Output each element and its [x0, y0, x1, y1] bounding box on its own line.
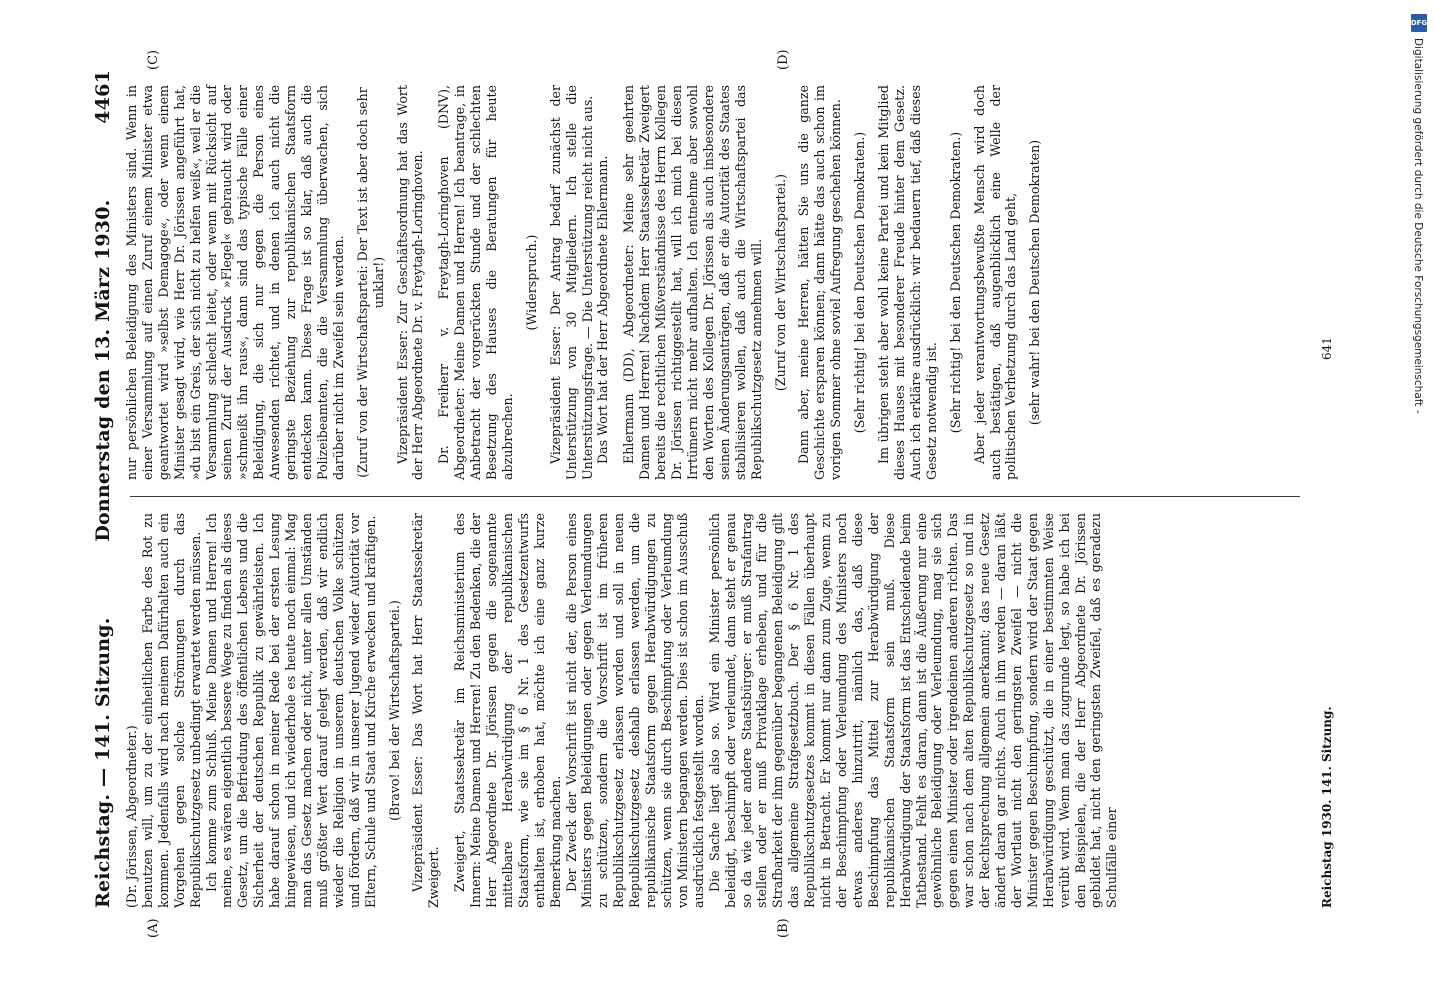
paragraph: Im übrigen steht aber wohl keine Partei und kein Mitglied dieses Hauses mit besonderer Freude hinter dem Gesetz. Auch ich erkläre ausdrücklich: wir bedauern tief, daß dieses Gesetz notwendig ist. — [876, 85, 939, 480]
paragraph: Dann aber, meine Herren, hätten Sie uns die ganze Geschichte ersparen können; dann hätte das auch schon im vorigen Sommer ohne soviel Aufregung geschehen können. — [796, 85, 844, 480]
paragraph: Vizepräsident Esser: Das Wort hat Herr Staatssekretär Zweigert. — [410, 513, 442, 908]
speaker-continuation: (Dr. Jörissen, Abgeordneter.) — [124, 725, 139, 908]
margin-mark-c: (C) — [146, 49, 161, 70]
paragraph: Dr. Freiherr v. Freytagh-Loringhoven (DNV), Abgeordneter: Meine Damen und Herren! Ich beantrage, in Anbetracht der vorgerückten Stunde und der schlechten Besetzung des Hauses die Beratungen für heute abzubrechen. — [436, 85, 515, 480]
interjection: (Zuruf von der Wirtschaftspartei.) — [772, 173, 788, 392]
header-session: Reichstag. — 141. Sitzung. — [92, 617, 114, 908]
paragraph: Vizepräsident Esser: Zur Geschäftsordnung hat das Wort der Herr Abgeordnete Dr. v. Freytagh-Loringhoven. — [394, 85, 426, 480]
page-header — [88, 70, 118, 908]
page-footer-left: Reichstag 1930. 141. Sitzung. — [1320, 706, 1334, 908]
interjection: (Zuruf von der Wirtschaftspartei: Der Text ist aber doch sehr unklar!) — [354, 87, 386, 478]
interjection: (sehr wahr! bei den Deutschen Demokraten) — [1027, 139, 1043, 426]
interjection: (Widerspruch.) — [523, 234, 539, 331]
left-column — [124, 513, 1306, 908]
credit-text: Digitalisierung gefördert durch die Deutsche Forschungsgemeinschaft - — [1412, 38, 1424, 414]
paragraph: Zweigert, Staatssekretär im Reichsministerium des Innern: Meine Damen und Herren! Zu den Bedenken, die der Herr Abgeordnete Dr. Jörissen gegen die sogenannte mittelbare Herabwürdigung der republikanischen Staatsform, wie sie im § 6 Nr. 1 des Gesetzentwurfs enthalten ist, erhoben hat, möchte ich eine ganz kurze Bemerkung machen. — [452, 513, 563, 908]
margin-mark-b: (B) — [776, 918, 791, 938]
margin-mark-a: (A) — [146, 918, 161, 938]
paragraph: Das Wort hat der Herr Abgeordnete Ehlermann. — [595, 155, 611, 464]
paragraph: Aber jeder verantwortungsbewußte Mensch wird doch auch bestätigen, daß augenblicklich eine Welle der politischen Verhetzung durch das Land geht, — [971, 85, 1019, 480]
paragraph: Die Sache liegt also so. Wird ein Minister persönlich beleidigt, beschimpft oder verleumdet, dann steht er genau so da wie jeder andere Staatsbürger: er muß Strafantrag stellen oder er muß Privatklage erheben, und für die Strafbarkeit der ihm gegenüber begangenen Beleidigung gilt das allgemeine Strafgesetzbuch. Der § 6 Nr. 1 des Republikschutzgesetzes kommt in diesen Fällen überhaupt nicht in Betracht. Er kommt nur dann zum Zuge, wenn zu der Beschimpfung oder Verleumdung des Ministers noch etwas anderes hinzutritt, nämlich das, daß diese Beschimpfung das Mittel zur Herabwürdigung der republikanischen Staatsform sein muß. Diese Herabwürdigung der Staatsform ist das Entscheidende beim Tatbestand. Fehlt es daran, dann ist die Äußerung nur eine gewöhnliche Beleidigung oder Verleumdung, mag sie sich gegen einen Minister oder irgendeinen anderen richten. Das war schon nach dem alten Republikschutzgesetz so und in der Rechtsprechung allgemein anerkannt; das neue Gesetz ändert daran gar nichts. Auch in ihm werden — daran läßt der Wortlaut nicht den geringsten Zweifel — nicht die Minister gegen Beschimpfung, sondern wird der Staat gegen Herabwürdigung geschützt, die in einer bestimmten Weise verübt wird. Wenn man das zugrunde legt, so habe ich bei den Beispielen, die der Herr Abgeordnete Dr. Jörissen gebildet hat, nicht den geringsten Zweifel, daß es geradezu Schulfälle einer — [706, 513, 1120, 908]
interjection: (Sehr richtig! bei den Deutschen Demokraten.) — [947, 131, 963, 434]
paragraph: Vizepräsident Esser: Der Antrag bedarf zunächst der Unterstützung von 30 Mitgliedern. Ich stelle die Unterstützungsfrage. — Die Unterstützung reicht nicht aus. — [547, 85, 595, 480]
paragraph: Ehlermann (DD), Abgeordneter: Meine sehr geehrten Damen und Herren! Nachdem Herr Staatssekretär Zweigert bereits die rechtlichen Mißverständnisse des Herrn Kollegen Dr. Jörissen richtiggestellt hat, will ich mich bei diesen Irrtümern nicht mehr aufhalten. Ich entnehme aber sowohl den Worten des Kollegen Dr. Jörissen als auch insbesondere seinen Änderungsanträgen, daß er die Autorität des Staates stabilisieren wollen, daß auch die Wirtschaftspartei das Republikschutzgesetz annehmen will. — [621, 85, 764, 480]
header-date: Donnerstag den 13. März 1930. — [92, 199, 114, 542]
margin-mark-d: (D) — [776, 49, 791, 70]
interjection: (Sehr richtig! bei den Deutschen Demokraten.) — [852, 131, 868, 434]
dfg-logo: DFG — [1411, 14, 1427, 32]
paragraph: benutzen will, um zu der einheitlichen Farbe des Rot zu kommen. Jedenfalls wird nach meinem Dafürhalten auch ein Vorgehen gegen solche Strömungen durch das Republikschutzgesetz unbedingt erwartet werden müssen. — [139, 513, 203, 908]
document-page — [70, 0, 1360, 1000]
paragraph: Der Zweck der Vorschrift ist nicht der, die Person eines Ministers gegen Beleidigungen oder gegen Verleumdungen zu schützen, sondern die Vorschrift ist im früheren Republikschutzgesetz erlassen worden und soll in neuen Republikschutzgesetz deshalb erlassen werden, um die republikanische Staatsform gegen Herabwürdigungen zu schützen, wenn sie durch Beschimpfung oder Verleumdung von Ministern begangen werden. Dies ist schon im Ausschuß ausdrücklich festgestellt worden. — [563, 513, 706, 908]
digitization-credit — [1408, 8, 1432, 992]
paragraph: Ich komme zum Schluß. Meine Damen und Herren! Ich meine, es wären eigentlich bessere Wege zu finden als dieses Gesetz, um die Befriedung des öffentlichen Lebens und die Sicherheit der deutschen Republik zu gewährleisten. Ich habe darauf schon in meiner Rede bei der ersten Lesung hingewiesen, und ich wiederhole es heute noch einmal: Mag man das Gesetz machen oder nicht, unter allen Umständen muß größter Wert darauf gelegt werden, daß wir endlich wieder die Religion in unserem deutschen Volke schützen und fördern, daß wir in unserer Jugend wieder Autorität vor Eltern, Schule und Staat und Kirche erwecken und kräftigen. — [203, 513, 378, 908]
interjection: (Bravo! bei der Wirtschaftspartei.) — [386, 600, 402, 821]
page-number: 4461 — [92, 70, 114, 124]
sheet-number: 641 — [1320, 337, 1334, 360]
right-column — [124, 85, 1306, 480]
paragraph: nur persönlichen Beleidigung des Ministers sind. Wenn in einer Versammlung auf einen Zuruf einem Minister etwa geantwortet wird »selbst Demagoge«, oder wenn einem Minister gesagt wird, wie Herr Dr. Jörissen angeführt hat, »du bist ein Greis, der sich nicht zu helfen weiß«, weil er die Versammlung schlecht leitet, oder wenn mit Rücksicht auf seinen Zuruf der Ausdruck »Flegel« gebraucht wird oder »schmeißt ihn raus«, dann sind das typische Fälle einer Beleidigung, die sich nur gegen die Person eines Anwesenden richtet, und in denen ich auch nicht die geringste Beziehung zur republikanischen Staatsform entdecken kann. Diese Frage ist so klar, daß auch die Polizeibeamten, die die Versammlung überwachen, sich darüber nicht im Zweifel sein werden. — [124, 85, 346, 480]
column-divider — [130, 496, 1300, 497]
